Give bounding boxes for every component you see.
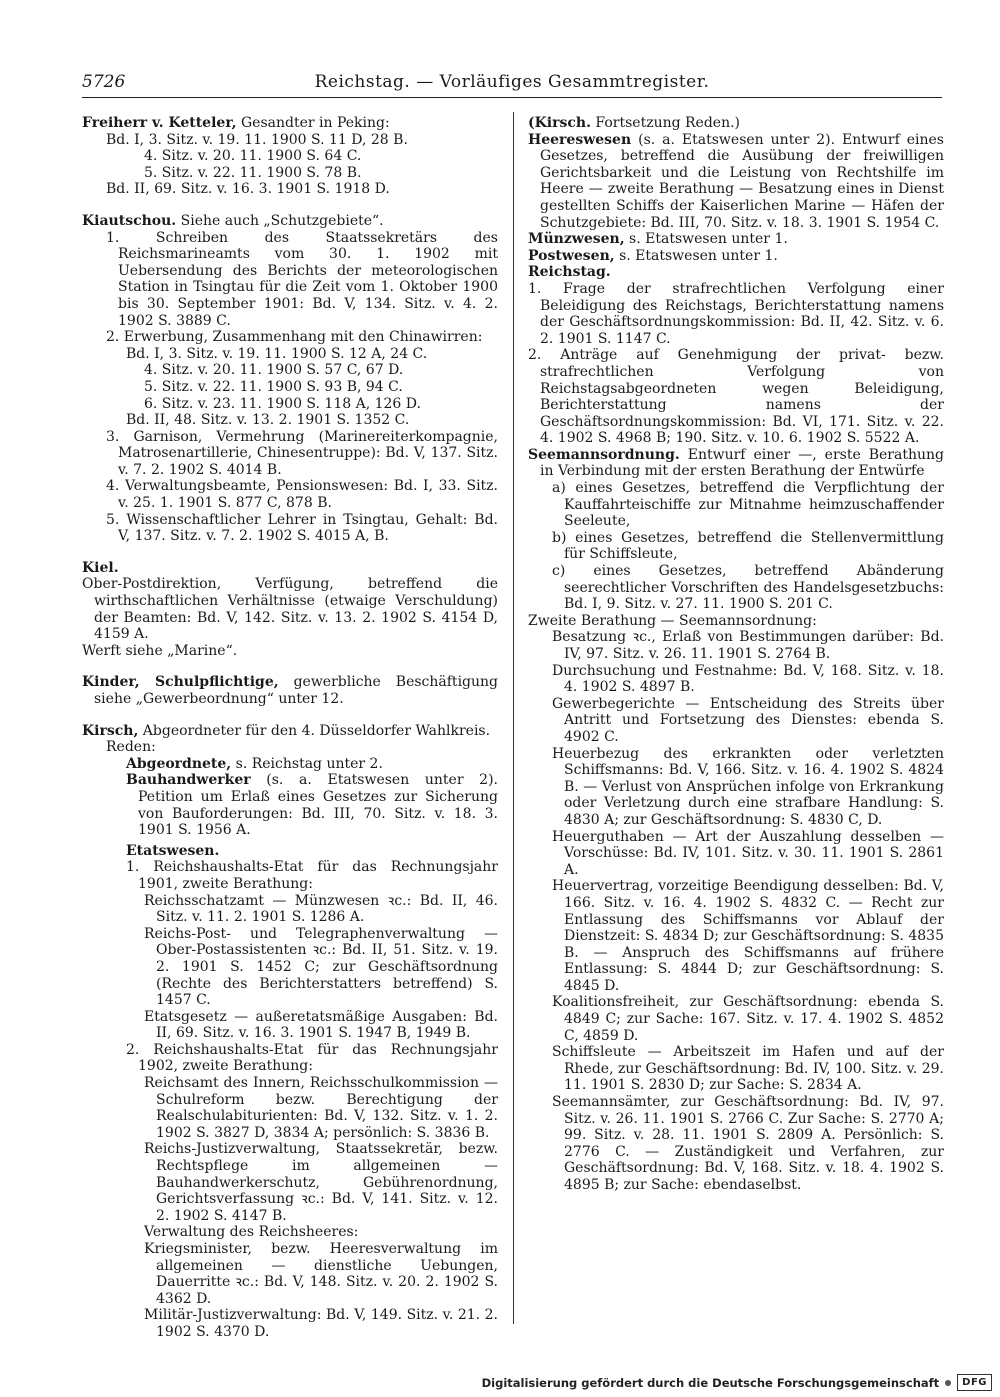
index-entry: [82, 560, 498, 577]
index-entry: [126, 346, 498, 363]
entry-text: Zweite Berathung — Seemannsordnung:: [528, 612, 817, 629]
index-entry: [126, 859, 498, 892]
entry-text: Verwaltung des Reichsheeres:: [144, 1224, 359, 1241]
index-entry: [126, 756, 498, 773]
index-entry: [144, 1141, 498, 1224]
entry-text: c) eines Gesetzes, betreffend Abänderung seerechtlicher Vorschriften des Handelsgesetzbuchs: Bd. I, 9. Sitz. v. 27. 11. 1900 S. 201 C.: [552, 563, 944, 613]
entry-text: Reichs-Justizverwaltung, Staatssekretär, bezw. Rechtspflege im allgemeinen — Bauhandwerkerschutz, Gebührenordnung, Gerichtsverfassung ꝛc.: Bd. V, 141. Sitz. v. 12. 2. 1902 S. 4147 B.: [144, 1141, 498, 1224]
right-column: [528, 115, 944, 1194]
index-entry: [144, 893, 498, 926]
entry-text: 1. Schreiben des Staatssekretärs des Reichsmarineamts vom 30. 1. 1902 mit Uebersendung des Berichts der meteorologischen Station in Tsingtau für die Zeit vom 1. Oktober 1900 bis 30. September 1901: Bd. V, 134. Sitz. v. 4. 2. 1902 S. 3889 C.: [106, 229, 498, 329]
index-entry: [144, 1224, 498, 1241]
index-entry: [144, 1241, 498, 1307]
index-entry: [528, 264, 944, 281]
index-entry: [126, 772, 498, 838]
entry-lemma: Kiautschou.: [82, 212, 177, 229]
index-entry: [82, 674, 498, 707]
entry-lemma: Postwesen,: [528, 247, 615, 264]
index-entry: [552, 878, 944, 994]
index-entry: [144, 362, 498, 379]
index-entry: [552, 480, 944, 530]
running-header: [82, 72, 942, 98]
entry-lemma: Kiel.: [82, 559, 119, 576]
entry-text: Reichsamt des Innern, Reichsschulkommission — Schulreform bezw. Berechtigung der Realschulabiturienten: Bd. V, 132. Sitz. v. 1. 2. 1902 S. 3827 D, 3834 A; persönlich: S. 3836 B.: [144, 1075, 498, 1141]
index-entry: [144, 396, 498, 413]
index-entry: [144, 165, 498, 182]
entry-text: Schiffsleute — Arbeitszeit im Hafen und auf der Rhede, zur Geschäftsordnung: Bd. IV, 100. Sitz. v. 29. 11. 1901 S. 2830 D; zur Sache: S. 2834 A.: [552, 1044, 944, 1094]
index-entry: [528, 447, 944, 480]
index-entry: [82, 723, 498, 740]
header-rule: [82, 97, 942, 98]
index-entry: [106, 429, 498, 479]
entry-text: Bd. II, 48. Sitz. v. 13. 2. 1901 S. 1352 C.: [126, 412, 410, 429]
dfg-logo: DFG: [957, 1374, 992, 1391]
entry-lemma: Seemannsordnung.: [528, 446, 680, 463]
entry-text: Heuervertrag, vorzeitige Beendigung desselben: Bd. V, 166. Sitz. v. 16. 4. 1902 S. 4832 C. — Recht zur Entlassung des Schiffsmanns vor Ablauf der Dienstzeit: S. 4834 D; zur Geschäftsordnung: S. 4835 B. — Anspruch des Schiffsmanns auf frühere Entlassung: S. 4844 D; zur Geschäftsordnung: S. 4845 D.: [552, 878, 944, 994]
entry-text: s. Etatswesen unter 1.: [614, 247, 778, 264]
entry-text: Durchsuchung und Festnahme: Bd. V, 168. Sitz. v. 18. 4. 1902 S. 4897 B.: [552, 662, 944, 696]
entry-text: Reichsschatzamt — Münzwesen ꝛc.: Bd. II, 46. Sitz. v. 11. 2. 1901 S. 1286 A.: [144, 892, 498, 926]
index-entry: [528, 248, 944, 265]
index-entry: [126, 412, 498, 429]
entry-text: (s. a. Etatswesen unter 2). Entwurf eines Gesetzes, betreffend die Ausübung der freiwilligen Gerichtsbarkeit und die Leistung von Rechtshilfe im Heere — zweite Berathung — Besatzung eines in Dienst gestellten Schiffs der Kaiserlichen Marine — Häfen der Schutzgebiete: Bd. III, 70. Sitz. v. 18. 3. 1901 S. 1954 C.: [540, 131, 944, 231]
entry-text: Siehe auch „Schutzgebiete“.: [176, 212, 384, 229]
index-entry: [82, 115, 498, 132]
index-entry: [552, 1044, 944, 1094]
index-entry: [106, 181, 498, 198]
entry-text: a) eines Gesetzes, betreffend die Verpflichtung der Kauffahrteischiffe zur Mitnahme heimzuschaffender Seeleute,: [552, 480, 944, 530]
entry-text: Militär-Justizverwaltung: Bd. V, 149. Sitz. v. 21. 2. 1902 S. 4370 D.: [144, 1307, 498, 1340]
entry-text: Seemannsämter, zur Geschäftsordnung: Bd. IV, 97. Sitz. v. 26. 11. 1901 S. 2766 C. Zur Sache: S. 2770 A; 99. Sitz. v. 28. 11. 1901 S. 2809 A. Persönlich: S. 2776 C. — Zuständigkeit und Verfahren, zur Geschäftsordnung: Bd. V, 168. Sitz. v. 18. 4. 1902 S. 4895 B; zur Sache: ebendaselbst.: [552, 1094, 944, 1193]
index-entry: [82, 576, 498, 642]
index-entry: [552, 563, 944, 613]
index-entry: [552, 1094, 944, 1194]
index-entry: [552, 746, 944, 829]
running-title: Reichstag. — Vorläufiges Gesammtregister.: [314, 72, 710, 92]
index-entry: [106, 329, 498, 346]
entry-text: b) eines Gesetzes, betreffend die Stellenvermittlung für Schiffsleute,: [552, 529, 944, 563]
entry-text: 2. Reichshaushalts-Etat für das Rechnungsjahr 1902, zweite Berathung:: [126, 1041, 498, 1075]
index-entry: [528, 347, 944, 447]
index-entry: [552, 994, 944, 1044]
entry-text: Gewerbegerichte — Entscheidung des Streits über Antritt und Fortsetzung des Dienstes: ebenda S. 4902 C.: [552, 695, 944, 745]
entry-text: gewerbliche Beschäftigung siehe „Gewerbeordnung“ unter 12.: [94, 674, 498, 707]
entry-lemma: Abgeordnete,: [126, 755, 232, 772]
entry-text: Bd. I, 3. Sitz. v. 19. 11. 1900 S. 12 A, 24 C.: [126, 345, 428, 362]
index-entry: [82, 643, 498, 660]
index-entry: [528, 281, 944, 347]
entry-text: 1. Reichshaushalts-Etat für das Rechnungsjahr 1901, zweite Berathung:: [126, 859, 498, 892]
entry-text: 4. Verwaltungsbeamte, Pensionswesen: Bd. I, 33. Sitz. v. 25. 1. 1901 S. 877 C, 878 B.: [106, 478, 498, 512]
entry-text: Bd. II, 69. Sitz. v. 16. 3. 1901 S. 1918 D.: [106, 181, 390, 198]
footer-text: Digitalisierung gefördert durch die Deutsche Forschungsgemeinschaft: [481, 1375, 940, 1390]
index-entry: [552, 530, 944, 563]
entry-lemma: Kinder, Schulpflichtige,: [82, 674, 279, 691]
entry-lemma: Reichstag.: [528, 264, 611, 281]
entry-text: 6. Sitz. v. 23. 11. 1900 S. 118 A, 126 D.: [144, 395, 421, 412]
index-entry: [106, 230, 498, 330]
entry-lemma: Münzwesen,: [528, 231, 625, 248]
entry-lemma: Heereswesen: [528, 131, 632, 148]
index-entry: [106, 739, 498, 756]
entry-text: Gesandter in Peking:: [236, 115, 390, 131]
entry-text: Heuerguthaben — Art der Auszahlung desselben — Vorschüsse: Bd. IV, 101. Sitz. v. 30. 11. 1901 S. 2861 A.: [552, 828, 944, 878]
left-column: [82, 115, 498, 1341]
entry-text: (s. a. Etatswesen unter 2). Petition um Erlaß eines Gesetzes zur Sicherung von Bauforderungen: Bd. III, 70. Sitz. v. 18. 3. 1901 S. 1956 A.: [138, 772, 498, 839]
index-entry: [106, 478, 498, 511]
entry-text: Abgeordneter für den 4. Düsseldorfer Wahlkreis.: [138, 722, 491, 739]
entry-text: 4. Sitz. v. 20. 11. 1900 S. 64 C.: [144, 148, 362, 165]
entry-text: Bd. I, 3. Sitz. v. 19. 11. 1900 S. 11 D, 28 B.: [106, 131, 408, 148]
entry-text: 1. Frage der strafrechtlichen Verfolgung einer Beleidigung des Reichstags, Berichterstattung namens der Geschäftsordnungskommission: Bd. II, 42. Sitz. v. 6. 2. 1901 S. 1147 C.: [528, 280, 944, 347]
entry-text: Werft siehe „Marine“.: [82, 642, 238, 659]
index-entry: [528, 231, 944, 248]
entry-text: 5. Sitz. v. 22. 11. 1900 S. 78 B.: [144, 164, 362, 181]
entry-text: 4. Sitz. v. 20. 11. 1900 S. 57 C, 67 D.: [144, 362, 404, 379]
entry-lemma: Bauhandwerker: [126, 772, 251, 789]
entry-text: s. Reichstag unter 2.: [231, 755, 383, 772]
entry-text: Ober-Postdirektion, Verfügung, betreffend die wirthschaftlichen Verhältnisse (etwaige Verschuldung) der Beamten: Bd. V, 142. Sitz. v. 13. 2. 1902 S. 4154 D, 4159 A.: [82, 576, 498, 643]
entry-text: Reden:: [106, 739, 156, 756]
index-entry: [144, 926, 498, 1009]
entry-text: Heuerbezug des erkrankten oder verletzten Schiffsmanns: Bd. V, 166. Sitz. v. 16. 4. 1902 S. 4824 B. — Verlust von Ansprüchen infolge von Erkrankung oder Verletzung durch eine strafbare Handlung: S. 4830 A; zur Geschäftsordnung: S. 4830 C, D.: [552, 745, 944, 828]
entry-text: s. Etatswesen unter 1.: [624, 231, 788, 248]
index-entry: [552, 829, 944, 879]
entry-text: Etatsgesetz — außeretatsmäßige Ausgaben: Bd. II, 69. Sitz. v. 16. 3. 1901 S. 1947 B, 1949 B.: [144, 1008, 498, 1042]
index-entry: [528, 115, 944, 132]
entry-text: Entwurf einer —, erste Berathung in Verbindung mit der ersten Berathung der Entwürfe: [540, 446, 944, 480]
index-entry: [552, 696, 944, 746]
entry-lemma: Kirsch,: [82, 722, 139, 739]
index-entry: [528, 613, 944, 630]
index-entry: [144, 148, 498, 165]
column-divider: [513, 112, 514, 1324]
bullet-icon: [945, 1380, 951, 1386]
entry-text: Fortsetzung Reden.): [590, 115, 741, 131]
index-entry: [82, 213, 498, 230]
entry-text: 2. Erwerbung, Zusammenhang mit den Chinawirren:: [106, 329, 483, 346]
entry-text: 3. Garnison, Vermehrung (Marinereiterkompagnie, Matrosenartillerie, Chinesentruppe): Bd. V, 137. Sitz. v. 7. 2. 1902 S. 4014 B.: [106, 428, 498, 478]
index-entry: [144, 379, 498, 396]
index-entry: [144, 1307, 498, 1340]
index-entry: [552, 629, 944, 662]
entry-text: Besatzung ꝛc., Erlaß von Bestimmungen darüber: Bd. IV, 97. Sitz. v. 26. 11. 1901 S. 2764 B.: [552, 629, 944, 662]
entry-lemma: (Kirsch.: [528, 115, 591, 131]
entry-text: Kriegsminister, bezw. Heeresverwaltung im allgemeinen — dienstliche Uebungen, Dauerritte ꝛc.: Bd. V, 148. Sitz. v. 20. 2. 1902 S. 4362 D.: [144, 1241, 498, 1307]
index-entry: [144, 1009, 498, 1042]
entry-lemma: Freiherr v. Ketteler,: [82, 115, 237, 131]
index-entry: [126, 1042, 498, 1075]
index-entry: [144, 1075, 498, 1141]
footer-credit: [482, 1374, 992, 1391]
entry-lemma: Etatswesen.: [126, 842, 220, 859]
index-entry: [528, 132, 944, 232]
entry-text: Koalitionsfreiheit, zur Geschäftsordnung: ebenda S. 4849 C; zur Sache: 167. Sitz. v. 17. 4. 1902 S. 4852 C, 4859 D.: [552, 994, 944, 1044]
index-entry: [552, 663, 944, 696]
index-entry: [106, 132, 498, 149]
entry-text: 2. Anträge auf Genehmigung der privat- bezw. strafrechtlichen Verfolgung von Reichstagsabgeordneten wegen Beleidigung, Berichterstattung namens der Geschäftsordnungskommission: Bd. VI, 171. Sitz. v. 22. 4. 1902 S. 4968 B; 190. Sitz. v. 10. 6. 1902 S. 5522 A.: [528, 347, 944, 447]
page-number: 5726: [82, 72, 126, 92]
index-entry: [126, 843, 498, 860]
index-entry: [106, 512, 498, 545]
entry-text: 5. Wissenschaftlicher Lehrer in Tsingtau, Gehalt: Bd. V, 137. Sitz. v. 7. 2. 1902 S. 4015 A, B.: [106, 511, 498, 545]
entry-text: Reichs-Post- und Telegraphenverwaltung — Ober-Postassistenten ꝛc.: Bd. II, 51. Sitz. v. 19. 2. 1901 S. 1452 C; zur Geschäftsordnung (Rechte des Berichterstatters betreffend) S. 1457 C.: [144, 925, 498, 1009]
entry-text: 5. Sitz. v. 22. 11. 1900 S. 93 B, 94 C.: [144, 378, 403, 395]
